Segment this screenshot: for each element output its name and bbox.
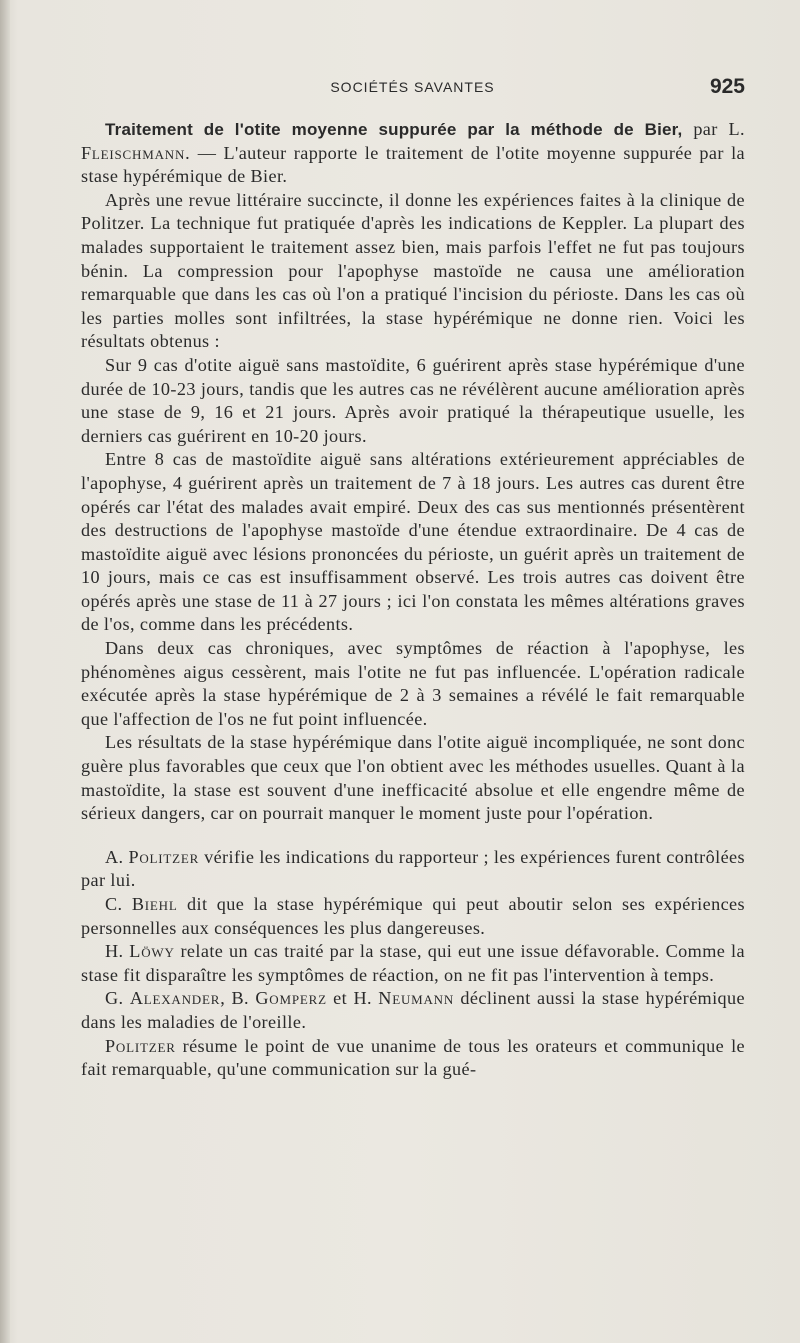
speaker-initial: B. — [231, 988, 249, 1009]
speaker-remark: vérifie les indications du rapporteur ; les expériences furent contrôlées par lui. — [81, 846, 745, 891]
speaker-name: Löwy — [129, 941, 175, 962]
speaker-initial: C. — [105, 894, 123, 914]
speaker-initial: G. — [105, 988, 124, 1009]
discussion-paragraph: G. Alexander, B. Gomperz et H. Neumann déclinent aussi la stase hypérémique dans les maladies de l'oreille. — [81, 988, 746, 1032]
paragraph: Entre 8 cas de mastoïdite aiguë sans altérations extérieurement appréciables de l'apophyse, 4 guérirent après un traitement de 7 à 18 jours. Les autres cas durent être opérés car l'état des malades avait empiré. Deux des cas sus mentionnés présentèrent des destructions de l'apophyse mastoïde d'une étendue extraordinaire. De 4 cas de mastoïdite aiguë avec lésions prononcées du périoste, un guérit après un traitement de 10 jours, mais ce cas est insuffisamment observé. Les trois autres cas doivent être opérés après une stase de 11 à 27 jours ; ici l'on constata les mêmes altérations graves de l'os, comme dans les précédents. — [81, 449, 745, 635]
paragraph: Les résultats de la stase hypérémique dans l'otite aiguë incompliquée, ne sont donc guère plus favorables que ceux que l'on obtient avec les méthodes usuelles. Quant à la mastoïdite, la stase est souvent d'une inefficacité absolue et elle engendre même de sérieux dangers, car on pourrait manquer le moment juste pour l'opération. — [81, 732, 745, 824]
speaker-initial: A. — [105, 846, 124, 867]
connector-word: et — [333, 988, 348, 1009]
paragraph: Dans deux cas chroniques, avec symptômes de réaction à l'apophyse, les phénomènes aigus cessèrent, mais l'otite ne fut pas influencée. L'opération radicale exécutée après la stase hypérémique de 2 à 3 semaines a révélé le fait remarquable que l'affection de l'os ne fut point influencée. — [81, 638, 745, 729]
article-heading-paragraph — [81, 118, 745, 189]
article-intro: — L'auteur rapporte le traitement de l'otite moyenne suppurée par la stase hypérémique de Bier. — [81, 142, 745, 187]
running-head — [80, 76, 745, 100]
speaker-name: Gomperz — [255, 988, 327, 1009]
author-prefix: par L. — [693, 119, 746, 139]
discussion-paragraph — [81, 1035, 745, 1082]
author-name: Fleischmann. — [81, 142, 191, 163]
discussion-paragraph — [81, 846, 745, 893]
discussion-paragraph — [81, 940, 745, 987]
paragraph: Sur 9 cas d'otite aiguë sans mastoïdite, 6 guérirent après stase hypérémique d'une durée de 10-23 jours, tandis que les autres cas ne révélèrent aucune amélioration après une stase de 9, 16 et 21 jours. Après avoir pratiqué la thérapeutique usuelle, les derniers cas guérirent en 10-20 jours. — [81, 354, 745, 446]
paragraph: Après une revue littéraire succincte, il donne les expériences faites à la clinique de Politzer. La technique fut pratiquée d'après les indications de Keppler. La plupart des malades supportaient le traitement assez bien, mais parfois l'effet ne fut pas toujours bénin. La compression pour l'apophyse mastoïde ne causa une amélioration remarquable que dans les cas où l'on a pratiqué l'incision du périoste. Dans les cas où les parties molles sont infiltrées, la stase hypérémique ne donne rien. Voici les résultats obtenus : — [81, 189, 745, 352]
speaker-name: Neumann — [378, 988, 455, 1009]
speaker-name: Politzer — [105, 1035, 176, 1056]
article-title: Traitement de l'otite moyenne suppurée par la méthode de Bier, — [105, 120, 683, 139]
discussion-paragraph — [81, 893, 745, 940]
page-number: 925 — [709, 75, 745, 98]
speaker-remark: relate un cas traité par la stase, qui eut une issue défavorable. Comme la stase fit disparaître les symptômes de réaction, on ne fit pas l'intervention à temps. — [81, 941, 745, 985]
speaker-remark: dit que la stase hypérémique qui peut aboutir selon ses expériences personnelles aux conséquences les plus dangereuses. — [81, 894, 746, 938]
speaker-name: Biehl — [131, 894, 178, 914]
speaker-name: Politzer — [128, 846, 200, 867]
speaker-initial: H. — [105, 941, 124, 962]
running-title: SOCIÉTÉS SAVANTES — [330, 79, 495, 95]
section-gap — [81, 826, 745, 846]
speaker-remark: déclinent aussi la stase hypérémique dans les maladies de l'oreille. — [81, 988, 746, 1032]
speaker-remark: résume le point de vue unanime de tous les orateurs et communique le fait remarquable, qu'une communication sur la gué- — [81, 1035, 745, 1080]
body-text — [81, 118, 745, 1082]
speaker-name: Alexander — [129, 988, 221, 1009]
speaker-initial: H. — [353, 988, 372, 1009]
